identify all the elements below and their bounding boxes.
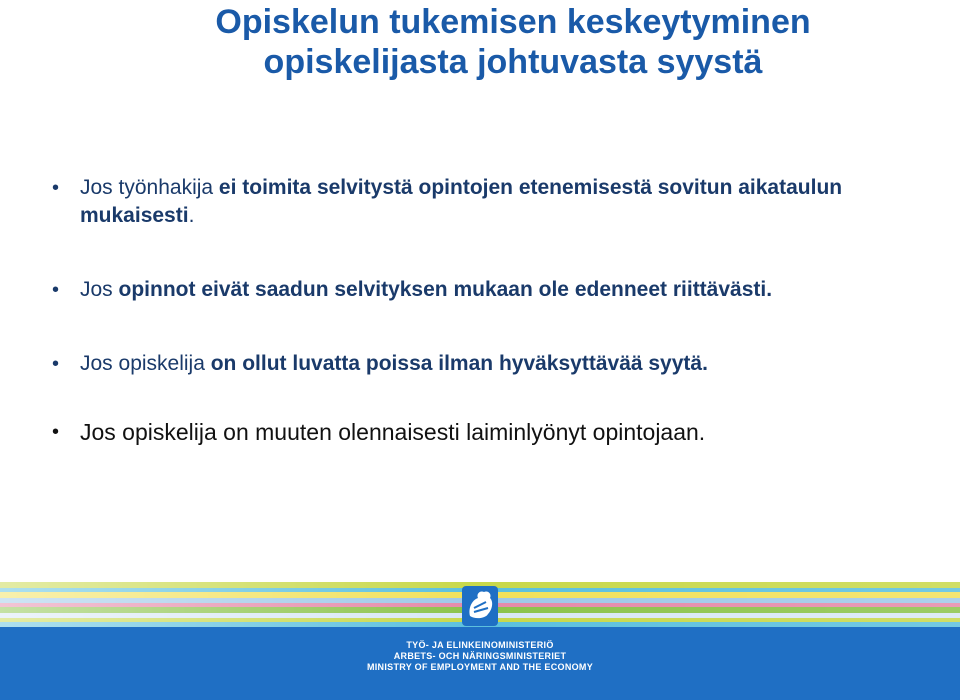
bullet-list: [50, 174, 930, 446]
bullet-item-3: [50, 350, 930, 378]
bullet-text-1a: Jos työnhakija: [80, 176, 219, 199]
finnish-lion-crest-icon: [462, 586, 498, 626]
ministry-name-en: MINISTRY OF EMPLOYMENT AND THE ECONOMY: [366, 662, 594, 672]
bullet-item-1: [50, 174, 930, 230]
bullet-text-2b: opinnot eivät saadun selvityksen mukaan ole edenneet riittävästi.: [118, 278, 773, 301]
slide-title: [113, 2, 913, 82]
slide-title-line-2: opiskelijasta johtuvasta syystä: [263, 43, 763, 81]
bullet-text-1c: .: [188, 204, 195, 227]
bullet-text-4a: Jos opiskelija on muuten olennaisesti laiminlyönyt opintojaan.: [80, 419, 706, 445]
bullet-dot-icon: •: [52, 421, 60, 443]
bullet-dot-icon: •: [52, 177, 60, 199]
ministry-name-fi: TYÖ- JA ELINKEINOMINISTERIÖ: [406, 640, 554, 650]
ministry-name-sv: ARBETS- OCH NÄRINGSMINISTERIET: [393, 651, 567, 661]
bullet-item-4: [50, 418, 930, 446]
slide-title-line-1: Opiskelun tukemisen keskeytyminen: [215, 3, 811, 41]
bullet-text-1b: ei toimita selvitystä opintojen etenemisestä sovitun aikataulun mukaisesti: [80, 176, 843, 227]
bullet-dot-icon: •: [52, 279, 60, 301]
bullet-text-3b: on ollut luvatta poissa ilman hyväksyttävää syytä.: [210, 352, 708, 375]
bullet-dot-icon: •: [52, 353, 60, 375]
bullet-item-2: [50, 276, 930, 304]
footer-banner: [0, 582, 960, 700]
bullet-text-2a: Jos: [80, 278, 119, 301]
bullet-text-3a: Jos opiskelija: [80, 352, 211, 375]
